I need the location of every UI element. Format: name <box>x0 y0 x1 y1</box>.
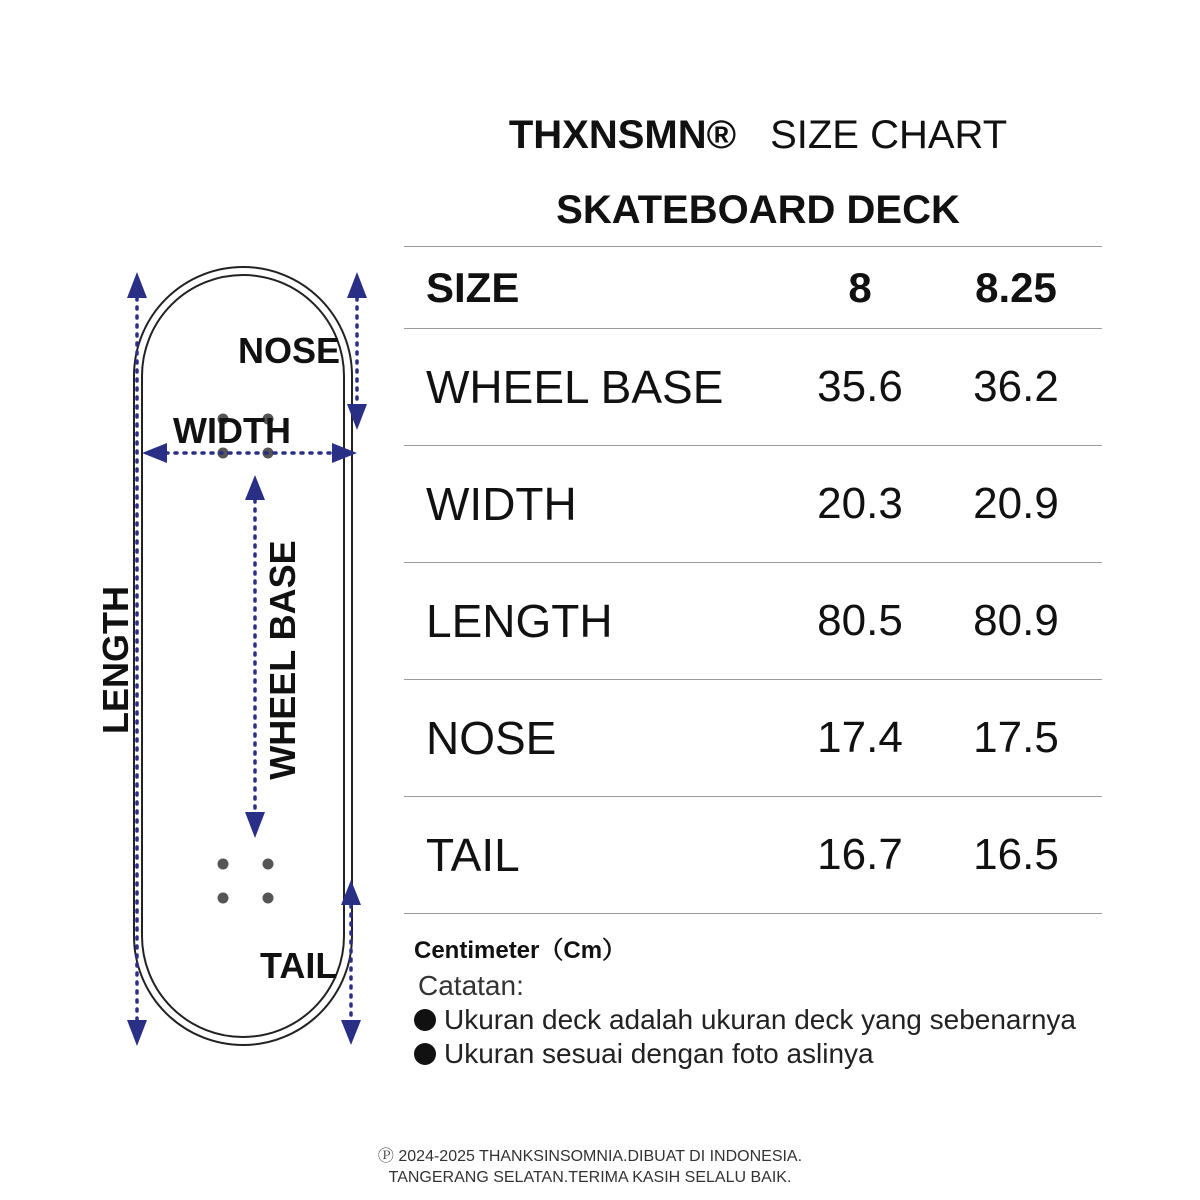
note-item <box>414 1038 874 1070</box>
arrow-down-icon <box>347 404 367 430</box>
bolt-hole <box>263 893 274 904</box>
arrow-up-icon <box>347 272 367 298</box>
copyright-footer <box>0 1146 1180 1188</box>
table-row <box>404 679 1102 796</box>
table-row <box>404 562 1102 679</box>
bolt-hole <box>218 859 229 870</box>
row-value-8: 16.7 <box>817 830 903 879</box>
bullet-icon <box>414 1043 436 1065</box>
table-row <box>404 445 1102 562</box>
nose-label: NOSE <box>238 330 341 371</box>
bolt-hole <box>263 859 274 870</box>
table-header-row <box>404 246 1102 328</box>
row-value-8: 80.5 <box>817 596 903 645</box>
row-value-8-25: 36.2 <box>973 362 1059 411</box>
deck-outline-outer <box>134 267 352 1045</box>
header-size-8-25: 8.25 <box>975 263 1057 311</box>
header-size: SIZE <box>426 263 520 311</box>
row-value-8-25: 16.5 <box>973 830 1059 879</box>
arrow-up-icon <box>127 272 147 298</box>
bolt-hole <box>218 893 229 904</box>
skateboard-diagram <box>0 0 400 1100</box>
footer-line-2: TANGERANG SELATAN.TERIMA KASIH SELALU BAIK. <box>388 1169 792 1186</box>
note-text: Ukuran sesuai dengan foto aslinya <box>444 1038 874 1069</box>
row-label: WHEEL BASE <box>426 361 724 413</box>
size-table <box>404 246 1102 914</box>
note-text: Ukuran deck adalah ukuran deck yang sebenarnya <box>444 1004 1076 1035</box>
note-item <box>414 1004 1076 1036</box>
header-size-8: 8 <box>848 263 872 311</box>
size-chart-title <box>404 110 1112 160</box>
bullet-icon <box>414 1009 436 1031</box>
row-label: TAIL <box>426 829 520 881</box>
product-subtitle: SKATEBOARD DECK <box>556 188 960 232</box>
notes-title: Catatan: <box>418 970 524 1001</box>
arrow-left-icon <box>142 443 167 463</box>
row-value-8-25: 80.9 <box>973 596 1059 645</box>
width-label: WIDTH <box>173 410 291 451</box>
table-row <box>404 796 1102 914</box>
row-label: LENGTH <box>426 595 613 647</box>
row-label: WIDTH <box>426 478 577 530</box>
arrow-down-icon <box>341 1020 361 1045</box>
row-value-8-25: 17.5 <box>973 713 1059 762</box>
row-value-8-25: 20.9 <box>973 479 1059 528</box>
table-row <box>404 328 1102 445</box>
brand-name: THXNSMN® <box>508 113 737 157</box>
length-label: LENGTH <box>95 586 136 734</box>
row-label: NOSE <box>426 712 557 764</box>
row-value-8: 35.6 <box>817 362 903 411</box>
tail-label: TAIL <box>260 945 338 986</box>
wheel-base-label: WHEEL BASE <box>262 540 303 780</box>
arrow-down-icon <box>127 1020 147 1046</box>
unit-label: Centimeter（Cm） <box>414 937 627 964</box>
row-value-8: 20.3 <box>817 479 903 528</box>
title-text: SIZE CHART <box>770 113 1008 157</box>
row-value-8: 17.4 <box>817 713 903 762</box>
deck-outline-inner <box>142 275 344 1037</box>
footer-line-1: Ⓟ 2024-2025 THANKSINSOMNIA.DIBUAT DI INDONESIA. <box>377 1148 803 1165</box>
